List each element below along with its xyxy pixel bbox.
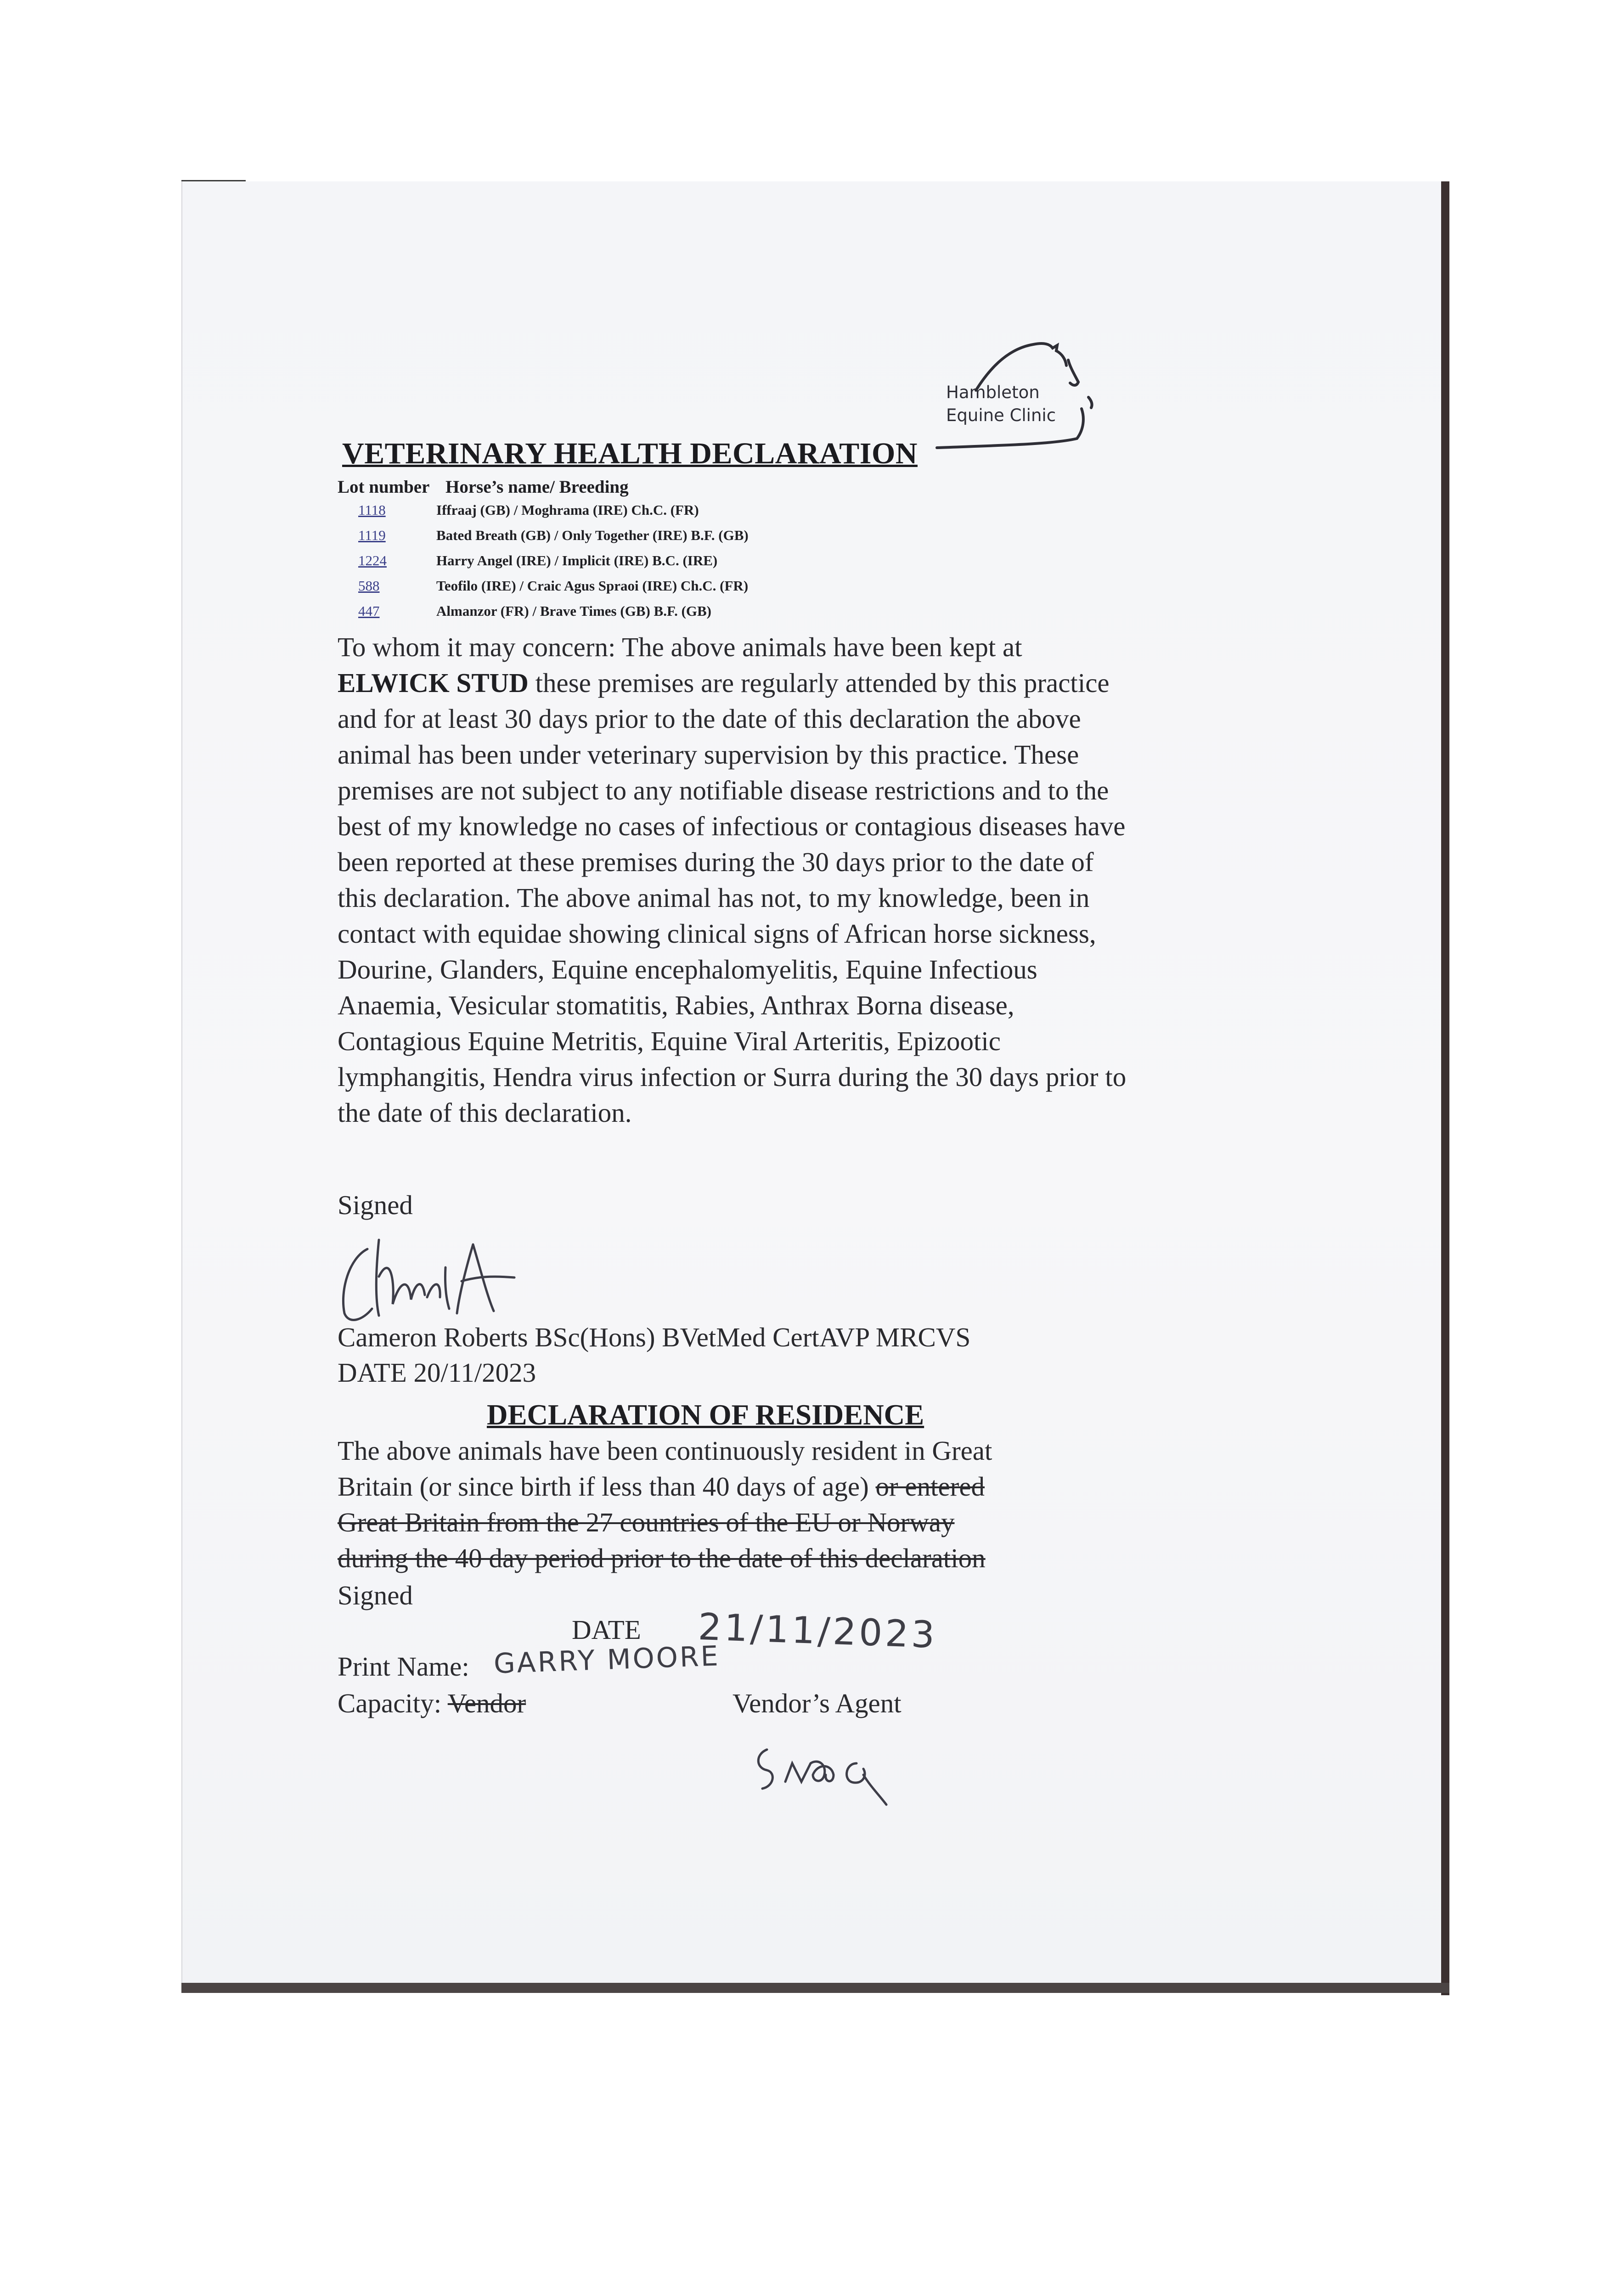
residence-line2-text: Britain (or since birth if less than 40 days of age): [338, 1471, 876, 1502]
paper-shadow-right: [1441, 181, 1449, 1995]
clinic-name-line1: Hambleton: [946, 383, 1040, 402]
horse-breeding: Bated Breath (GB) / Only Together (IRE) B.F. (GB): [436, 527, 749, 543]
horse-breeding: Almanzor (FR) / Brave Times (GB) B.F. (GB): [436, 603, 712, 619]
handwritten-date: 21/11/2023: [697, 1605, 938, 1657]
lot-number: 588: [358, 578, 380, 594]
paper-edge-left: [181, 181, 182, 1991]
vet-date: DATE 20/11/2023: [338, 1357, 536, 1388]
residence-line2: [338, 1471, 985, 1503]
capacity-agent: Vendor’s Agent: [733, 1688, 902, 1718]
residence-signed-label: Signed: [338, 1580, 413, 1610]
vet-signature: [335, 1226, 547, 1332]
lot-number-header: Lot number: [338, 477, 430, 497]
agent-signature: [749, 1731, 914, 1809]
residence-declaration-title: DECLARATION OF RESIDENCE: [487, 1399, 924, 1431]
lot-number: 1118: [358, 502, 386, 518]
horse-breeding-header: Horse’s name/ Breeding: [445, 477, 629, 497]
capacity-label: Capacity:: [338, 1688, 442, 1718]
lot-number: 1224: [358, 552, 387, 568]
lot-number: 1119: [358, 527, 386, 543]
paper-shadow-bottom: [181, 1983, 1449, 1993]
horse-breeding: Iffraaj (GB) / Moghrama (IRE) Ch.C. (FR): [436, 502, 699, 518]
handwritten-print-name: GARRY MOORE: [493, 1640, 721, 1680]
struck-line: Great Britain from the 27 countries of the EU or Norway: [338, 1507, 955, 1537]
health-declaration-title: VETERINARY HEALTH DECLARATION: [342, 437, 918, 470]
capacity-row: [338, 1688, 526, 1719]
signed-label: Signed: [338, 1190, 413, 1220]
clinic-name: [946, 381, 1056, 427]
declaration-body-prefix: To whom it may concern: The above animals have been kept at: [338, 632, 1022, 662]
horse-breeding: Teofilo (IRE) / Craic Agus Spraoi (IRE) Ch.C. (FR): [436, 578, 749, 594]
struck-line: during the 40 day period prior to the date of this declaration: [338, 1543, 986, 1573]
residence-date-label: DATE: [572, 1615, 641, 1645]
declaration-body-suffix: these premises are regularly attended by this practice and for at least 30 days prior to the date of this declaration the above animal has been under veterinary supervision by this practice. These premises are not subject to any notifiable disease restrictions and to the best of my knowledge no cases of infectious or contagious diseases have been reported at these premises during the 30 days prior to the date of this declaration. The above animal has not, to my knowledge, been in contact with equidae showing clinical signs of African horse sickness, Dourine, Glanders, Equine encephalomyelitis, Equine Infectious Anaemia, Vesicular stomatitis, Rabies, Anthrax Borna disease, Contagious Equine Metritis, Equine Viral Arteritis, Epizootic lymphangitis, Hendra virus infection or Surra during the 30 days prior to the date of this declaration.: [338, 668, 1127, 1128]
lot-number: 447: [358, 603, 380, 619]
vet-name: Cameron Roberts BSc(Hons) BVetMed CertAVP MRCVS: [338, 1322, 971, 1352]
struck-capacity-vendor: Vendor: [447, 1688, 526, 1718]
struck-text: or entered: [875, 1471, 985, 1502]
premises-name: ELWICK STUD: [338, 668, 529, 698]
print-name-label: Print Name:: [338, 1651, 469, 1682]
clinic-name-line2: Equine Clinic: [946, 405, 1056, 425]
declaration-body: [338, 629, 1127, 1131]
horse-breeding: Harry Angel (IRE) / Implicit (IRE) B.C. (IRE): [436, 552, 718, 568]
residence-line1: The above animals have been continuously resident in Great: [338, 1435, 992, 1466]
